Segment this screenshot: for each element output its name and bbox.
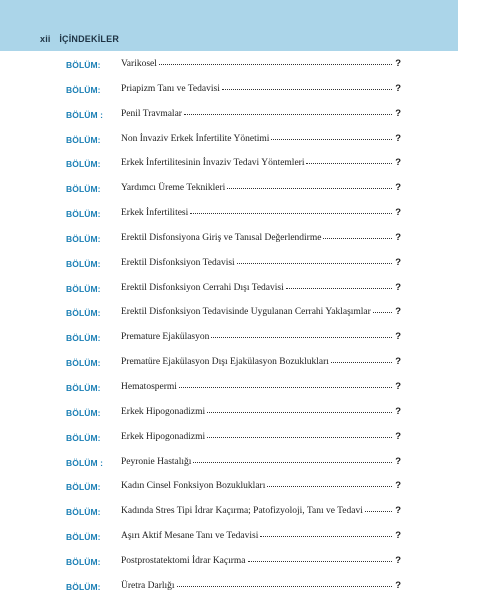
dot-leader [260,536,392,537]
header-title: İÇİNDEKİLER [59,34,120,44]
toc-title-line [121,431,401,442]
toc-entry[interactable] [0,181,480,206]
dot-leader [248,561,393,562]
chapter-label: BÖLÜM: [66,532,101,543]
toc-title-line [121,356,401,367]
page-reference: ? [395,380,401,392]
dot-leader [227,188,392,189]
chapter-label: BÖLÜM : [66,109,104,120]
dot-leader [306,163,392,164]
chapter-title: Premature Ejakülasyon [121,332,210,343]
page-reference: ? [395,505,401,517]
toc-title-line [121,133,401,144]
chapter-title: Kadın Cinsel Fonksiyon Bozuklukları [121,481,266,492]
chapter-title: Priapizm Tanı ve Tedavisi [121,83,220,94]
chapter-title: Non İnvaziv Erkek İnfertilite Yönetimi [121,133,270,144]
page-reference: ? [395,530,401,542]
toc-title-line [121,157,401,168]
page-reference: ? [395,231,401,243]
page-reference: ? [395,182,401,194]
dot-leader [323,238,392,239]
page-reference: ? [395,58,401,69]
page-reference: ? [395,306,401,318]
toc-title-line [121,232,401,243]
toc-entry[interactable] [0,132,480,157]
chapter-title: Varikosel [121,59,157,69]
dot-leader [373,312,392,313]
chapter-label: BÖLÜM: [66,407,101,418]
page-reference: ? [395,281,401,293]
chapter-title: Yardımcı Üreme Teknikleri [121,183,226,194]
page-reference: ? [395,430,401,442]
toc-title-line [121,83,401,94]
chapter-title: Penil Travmalar [121,108,182,119]
chapter-title: Postprostatektomi İdrar Kaçırma [121,555,246,566]
toc-entry[interactable] [0,281,480,306]
toc-title-line [121,381,401,392]
toc-entry[interactable] [0,256,480,281]
dot-leader [159,64,392,65]
toc-entry[interactable] [0,156,480,181]
toc-title-line [121,580,401,591]
page-reference: ? [395,82,401,94]
chapter-title: Erkek İnfertilitesi [121,208,189,219]
chapter-label: BÖLÜM: [66,233,101,244]
toc-entry[interactable] [0,380,480,405]
chapter-title: Erektil Disfonsiyona Giriş ve Tanısal Değerlendirme [121,232,322,243]
chapter-label: BÖLÜM: [66,358,101,369]
page-reference: ? [395,356,401,368]
toc-entry[interactable] [0,82,480,107]
page-reference: ? [395,480,401,492]
chapter-title: Prematüre Ejakülasyon Dışı Ejakülasyon Bozuklukları [121,357,329,368]
toc-entry[interactable] [0,455,480,480]
header-band [0,0,458,51]
chapter-title: Erkek Hipogonadizmi [121,431,206,442]
chapter-label: BÖLÜM: [66,382,101,393]
toc-entry[interactable] [0,107,480,132]
dot-leader [193,462,392,463]
running-header [40,34,119,44]
dot-leader [190,213,392,214]
dot-leader [365,511,392,512]
page-reference: ? [395,331,401,343]
toc-entry[interactable] [0,57,480,82]
dot-leader [207,437,392,438]
toc-entry[interactable] [0,430,480,455]
chapter-title: Erektil Disfonksiyon Tedavisi [121,257,235,268]
dot-leader [211,337,392,338]
page-reference: ? [395,132,401,144]
dot-leader [222,89,392,90]
dot-leader [271,139,392,140]
chapter-label: BÖLÜM: [66,308,101,319]
page-reference: ? [395,455,401,467]
toc-title-line [121,306,401,317]
toc-entry[interactable] [0,554,480,579]
toc-title-line [121,182,401,193]
toc-entry[interactable] [0,479,480,504]
toc-title-line [121,108,401,119]
toc-title-line [121,456,401,467]
page-number: xii [40,34,51,44]
toc-title-line [121,480,401,491]
dot-leader [286,288,392,289]
dot-leader [267,486,392,487]
page-reference: ? [395,256,401,268]
toc-title-line [121,207,401,218]
chapter-title: Erektil Disfonksiyon Cerrahi Dışı Tedavisi [121,282,284,293]
toc-entry[interactable] [0,231,480,256]
chapter-title: Hematospermi [121,381,177,392]
page-reference: ? [395,157,401,169]
dot-leader [179,387,392,388]
chapter-title: Kadında Stres Tipi İdrar Kaçırma; Patofizyoloji, Tanı ve Tedavi [121,506,363,517]
chapter-label: BÖLÜM: [66,482,101,493]
dot-leader [207,412,392,413]
toc-entry[interactable] [0,206,480,231]
page-reference: ? [395,579,401,591]
chapter-label: BÖLÜM: [66,507,101,518]
chapter-title: Üretra Darlığı [121,580,175,591]
toc-entry[interactable] [0,355,480,380]
chapter-label: BÖLÜM : [66,457,104,468]
toc-title-line [121,58,401,69]
toc-entry[interactable] [0,405,480,430]
chapter-label: BÖLÜM: [66,333,101,344]
dot-leader [331,362,392,363]
chapter-label: BÖLÜM: [66,184,101,195]
chapter-label: BÖLÜM: [66,60,101,70]
toc-title-line [121,331,401,342]
chapter-label: BÖLÜM: [66,432,101,443]
chapter-title: Erkek İnfertilitesinin İnvaziv Tedavi Yöntemleri [121,158,305,169]
toc-entry[interactable] [0,504,480,529]
toc-title-line [121,555,401,566]
chapter-title: Erektil Disfonksiyon Tedavisinde Uygulanan Cerrahi Yaklaşımlar [121,307,371,318]
chapter-label: BÖLÜM: [66,258,101,269]
dot-leader [177,586,393,587]
page-reference: ? [395,405,401,417]
chapter-label: BÖLÜM: [66,159,101,170]
toc-title-line [121,505,401,516]
chapter-title: Erkek Hipogonadizmi [121,406,206,417]
toc-title-line [121,257,401,268]
chapter-title: Peyronie Hastalığı [121,456,192,467]
page-reference: ? [395,107,401,119]
page-reference: ? [395,554,401,566]
chapter-label: BÖLÜM: [66,283,101,294]
toc-entry[interactable] [0,305,480,330]
toc-title-line [121,282,401,293]
toc-entry[interactable] [0,330,480,355]
toc-entry[interactable] [0,529,480,554]
dot-leader [184,114,392,115]
dot-leader [237,263,393,264]
chapter-label: BÖLÜM: [66,556,101,567]
chapter-label: BÖLÜM: [66,581,101,592]
toc-title-line [121,530,401,541]
chapter-title: Aşırı Aktif Mesane Tanı ve Tedavisi [121,531,259,542]
chapter-label: BÖLÜM: [66,209,101,220]
page-reference: ? [395,207,401,219]
chapter-label: BÖLÜM: [66,84,101,95]
toc-title-line [121,406,401,417]
chapter-label: BÖLÜM: [66,134,101,145]
table-of-contents [0,57,480,604]
